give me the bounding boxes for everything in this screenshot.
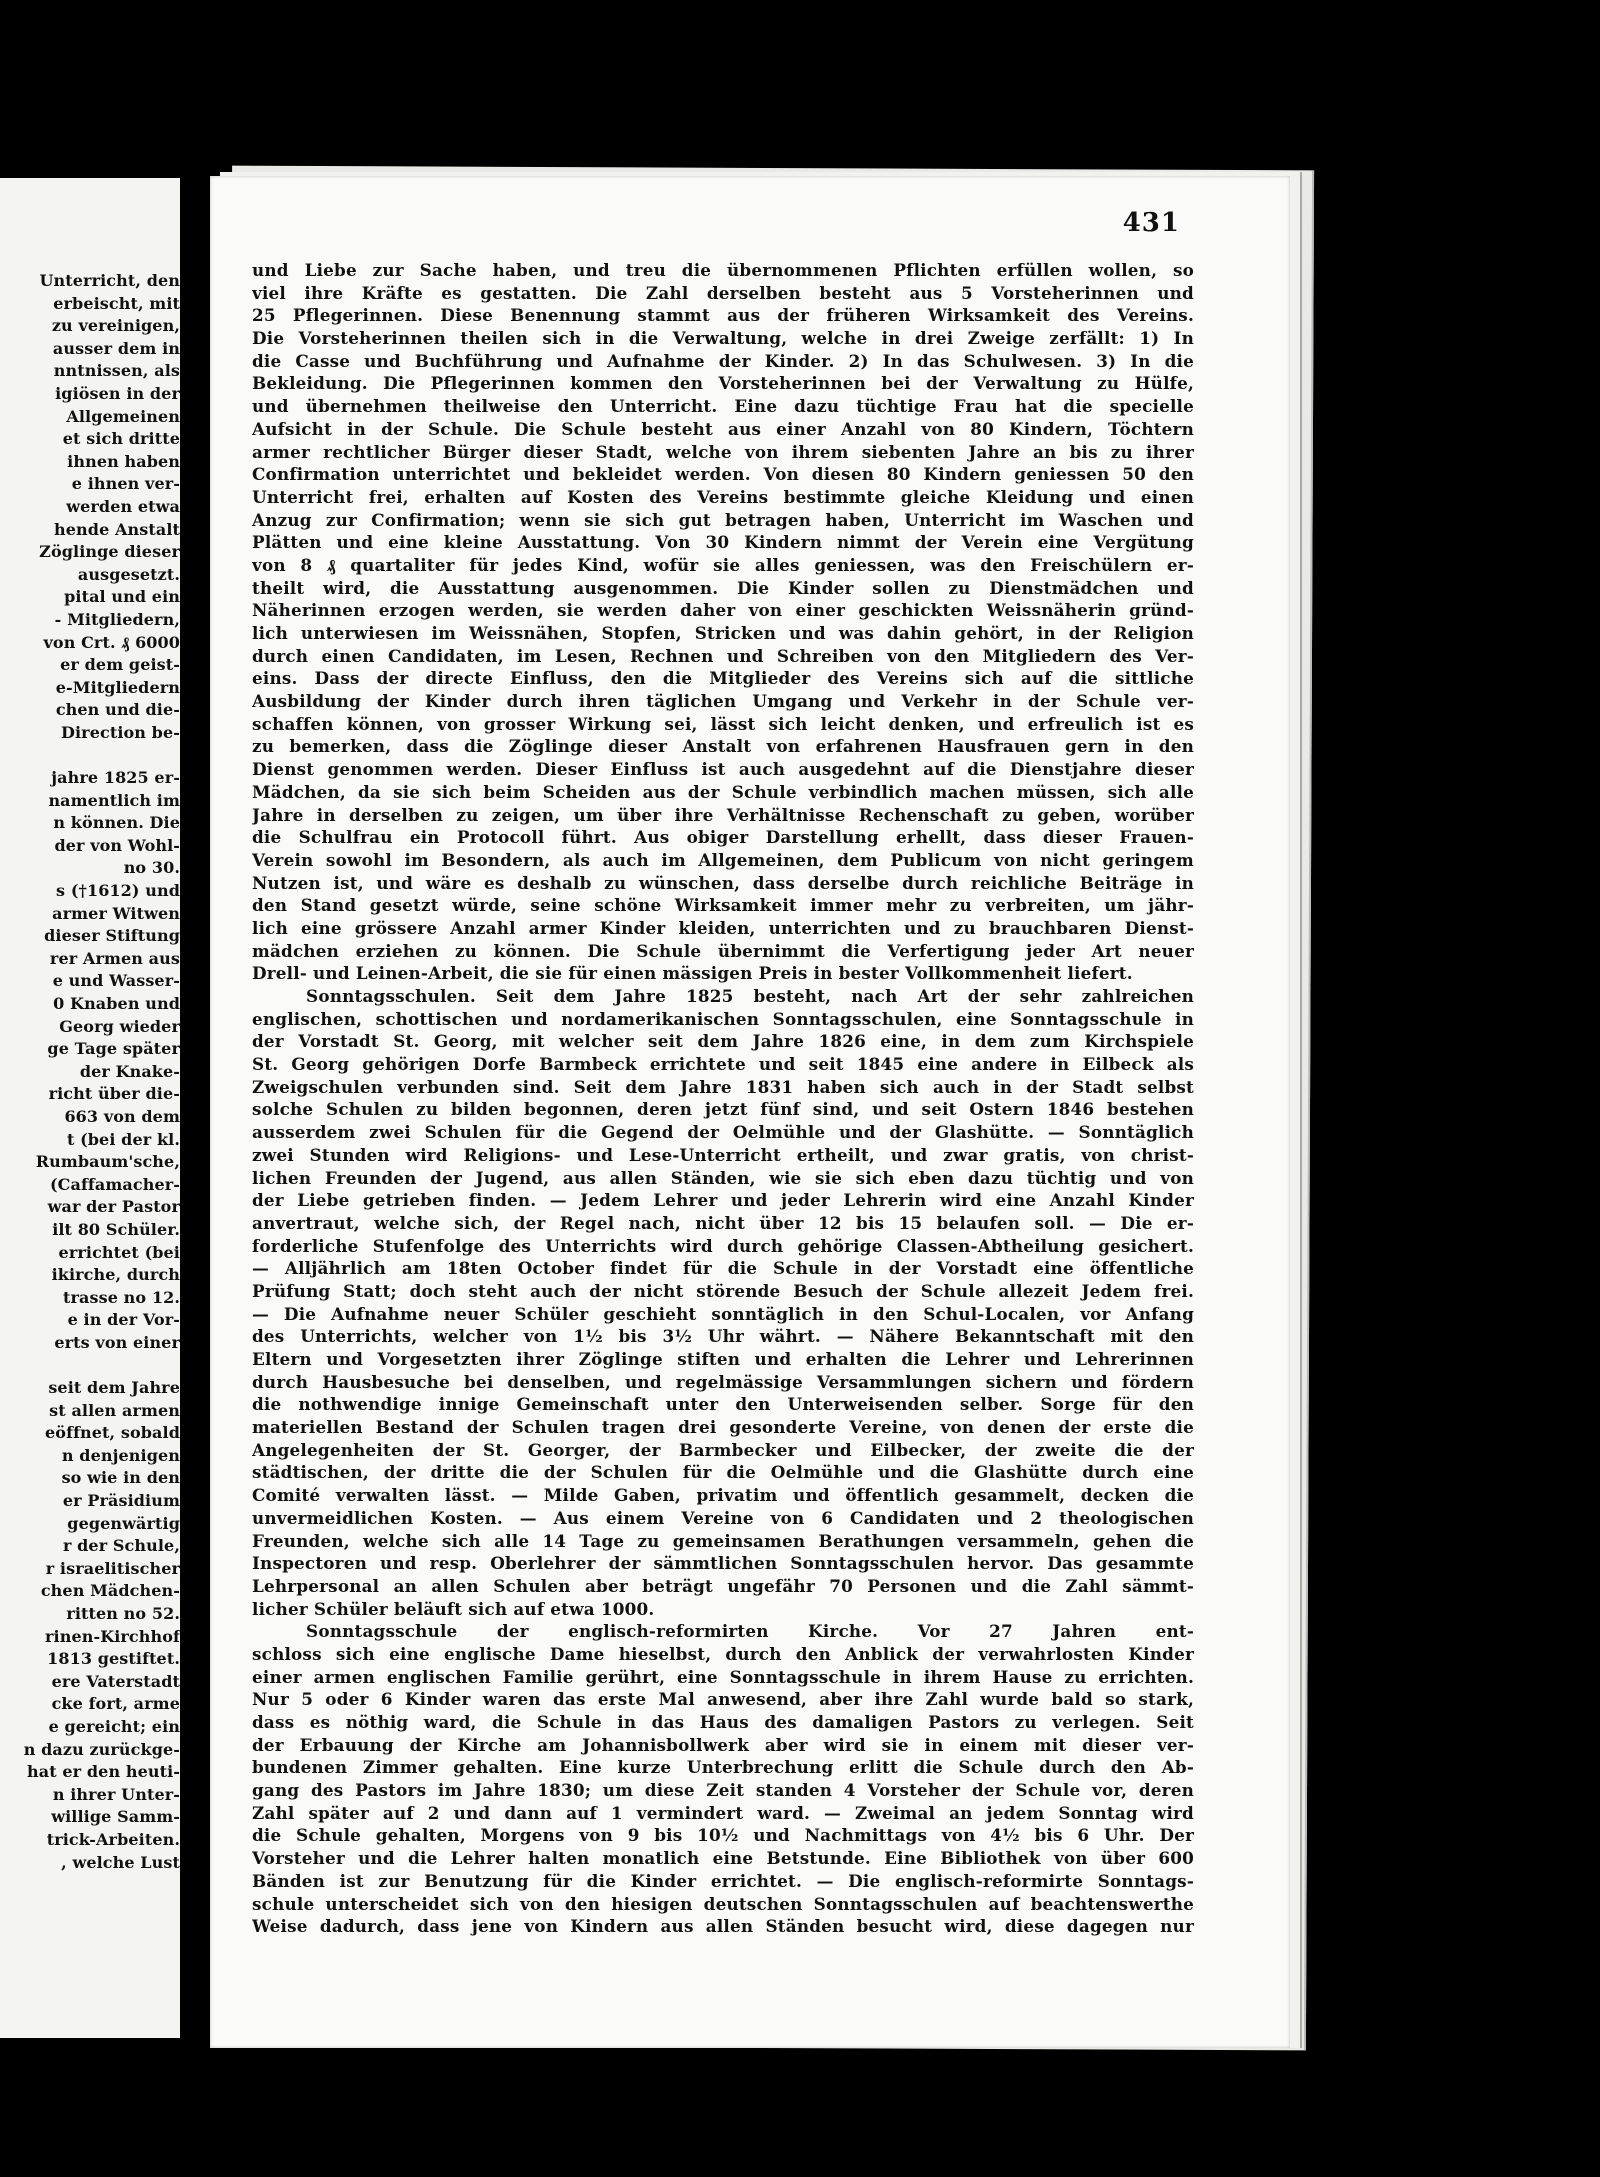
facing-page-line: e und Wasser- xyxy=(52,971,180,991)
text-line: Nutzen ist, und wäre es deshalb zu wünschen, dass derselbe durch reichliche Beiträge in xyxy=(252,872,1194,893)
facing-page-line: ausser dem in xyxy=(52,338,180,358)
facing-page-line: erts von einer xyxy=(54,1332,180,1352)
text-line: und übernehmen theilweise den Unterricht. Eine dazu tüchtige Frau hat die specielle xyxy=(252,396,1194,417)
text-line: einer armen englischen Familie gerührt, eine Sonntagsschule in ihrem Hause zu errichten. xyxy=(252,1666,1194,1687)
text-line: Prüfung Statt; doch steht auch der nicht störende Besuch der Schule allezeit Jedem frei. xyxy=(252,1280,1194,1301)
text-line: der Erbauung der Kirche am Johannisbollwerk aber wird sie in einem mit dieser ver- xyxy=(252,1734,1194,1755)
text-line: des Unterrichts, welcher von 1½ bis 3½ Uhr währt. — Nähere Bekanntschaft mit den xyxy=(252,1326,1194,1347)
facing-page-line: Zöglinge dieser xyxy=(39,542,180,562)
facing-page-line: von Crt. ₰ 6000 xyxy=(43,632,180,652)
text-line: mädchen erziehen zu können. Die Schule übernimmt die Verfertigung jeder Art neuer xyxy=(252,940,1194,961)
facing-page-line: ilt 80 Schüler. xyxy=(52,1219,180,1239)
text-line: zu bemerken, dass die Zöglinge dieser Anstalt von erfahrenen Hausfrauen gern in den xyxy=(252,736,1194,757)
text-line: materiellen Bestand der Schulen tragen drei gesonderte Vereine, von denen der erste die xyxy=(252,1417,1194,1438)
text-line: Drell- und Leinen-Arbeit, die sie für einen mässigen Preis in bester Vollkommenheit liefert. xyxy=(252,963,1133,984)
facing-page-line: t (bei der kl. xyxy=(66,1129,180,1149)
text-line: der Liebe getrieben finden. — Jedem Lehrer und jeder Lehrerin wird eine Anzahl Kinder xyxy=(252,1190,1194,1211)
text-line: Anzug zur Confirmation; wenn sie sich gut betragen haben, Unterricht im Waschen und xyxy=(252,509,1194,530)
text-line: Angelegenheiten der St. Georger, der Barmbecker und Eilbecker, der zweite die der xyxy=(252,1439,1194,1460)
facing-page-line: erbeischt, mit xyxy=(53,293,180,313)
text-line: gang des Pastors im Jahre 1830; um diese Zeit standen 4 Vorsteher der Schule vor, deren xyxy=(252,1780,1194,1801)
facing-page-line: n dazu zurückge- xyxy=(23,1739,180,1759)
text-line: bundenen Zimmer gehalten. Eine kurze Unterbrechung erlitt die Schule durch den Ab- xyxy=(252,1757,1194,1778)
facing-page-line: 1813 gestiftet. xyxy=(47,1649,180,1669)
text-line: schloss sich eine englische Dame hieselbst, durch den Anblick der verwahrlosten Kinder xyxy=(252,1643,1194,1664)
text-line: Comité verwalten lässt. — Milde Gaben, privatim und öffentlich gesammelt, decken die xyxy=(252,1485,1194,1506)
facing-page-line: cke fort, arme xyxy=(51,1694,180,1714)
facing-page-line: Georg wieder xyxy=(59,1016,180,1036)
facing-page-line: war der Pastor xyxy=(47,1197,180,1217)
text-line: St. Georg gehörigen Dorfe Barmbeck errichtete und seit 1845 eine andere in Eilbeck als xyxy=(252,1054,1194,1075)
facing-page-line: werden etwa xyxy=(66,496,180,516)
facing-page-line: chen und die- xyxy=(55,700,180,720)
facing-page-line: ihnen haben xyxy=(67,451,180,471)
text-line: ausserdem zwei Schulen für die Gegend der Oelmühle und der Glashütte. — Sonntäglich xyxy=(252,1122,1194,1143)
text-line: lich eine grössere Anzahl armer Kinder kleiden, unterrichten und zu brauchbaren Dienst- xyxy=(252,917,1194,938)
facing-page-text xyxy=(4,270,180,1874)
text-line: Jahre in derselben zu zeigen, um über ihre Verhältnisse Rechenschaft zu geben, worüber xyxy=(252,804,1194,825)
facing-page-line: dieser Stiftung xyxy=(44,926,180,946)
text-line: Verein sowohl im Besondern, als auch im Allgemeinen, dem Publicum von nicht geringem xyxy=(252,849,1194,870)
text-line: licher Schüler beläuft sich auf etwa 1000. xyxy=(252,1598,655,1619)
facing-page-line: er Präsidium xyxy=(62,1491,180,1511)
text-line: durch einen Candidaten, im Lesen, Rechnen und Schreiben von den Mitgliedern des Ver- xyxy=(252,645,1194,666)
text-line: Inspectoren und resp. Oberlehrer der sämmtlichen Sonntagsschulen hervor. Das gesammte xyxy=(252,1553,1194,1574)
text-line: städtischen, der dritte die der Schulen für die Oelmühle und die Glashütte durch eine xyxy=(252,1462,1194,1483)
facing-page-line: no 30. xyxy=(123,858,180,878)
page-number: 431 xyxy=(1122,208,1180,238)
text-line: Vorsteher und die Lehrer halten monatlich eine Betstunde. Eine Bibliothek von über 600 xyxy=(252,1848,1194,1869)
text-line: Bekleidung. Die Pflegerinnen kommen den Vorsteherinnen bei der Verwaltung zu Hülfe, xyxy=(252,373,1194,394)
text-line: Die Vorsteherinnen theilen sich in die Verwaltung, welche in drei Zweige zerfällt: 1) In xyxy=(252,328,1194,349)
facing-page-line: - Mitgliedern, xyxy=(54,609,180,629)
text-line: und Liebe zur Sache haben, und treu die übernommenen Pflichten erfüllen wollen, so xyxy=(252,260,1194,280)
facing-page-line xyxy=(4,1355,180,1378)
facing-page-line: eöffnet, sobald xyxy=(45,1423,180,1443)
text-line: englischen, schottischen und nordamerikanischen Sonntagsschulen, eine Sonntagsschule in xyxy=(252,1008,1194,1029)
facing-page-line: chen Mädchen- xyxy=(40,1581,180,1601)
text-line: unvermeidlichen Kosten. — Aus einem Vereine von 6 Candidaten und 2 theologischen xyxy=(252,1507,1194,1528)
facing-page-line: ikirche, durch xyxy=(51,1265,180,1285)
text-line: eins. Dass der directe Einfluss, den die Mitglieder des Vereins sich auf die sittliche xyxy=(252,668,1194,689)
facing-page-line: ritten no 52. xyxy=(66,1604,180,1624)
text-line: lichen Freunden der Jugend, aus allen Ständen, wie sie sich eben dazu tüchtig und von xyxy=(252,1167,1194,1188)
text-line: Dienst genommen werden. Dieser Einfluss ist auch ausgedehnt auf die Dienstjahre dieser xyxy=(252,759,1194,780)
text-line: Zahl später auf 2 und dann auf 1 vermindert ward. — Zweimal an jedem Sonntag wird xyxy=(252,1802,1194,1823)
facing-page-left xyxy=(0,178,180,2038)
facing-page-line: seit dem Jahre xyxy=(48,1378,180,1398)
facing-page-line: hende Anstalt xyxy=(54,519,180,539)
facing-page-line: n denjenigen xyxy=(61,1445,180,1465)
facing-page-line: trasse no 12. xyxy=(63,1287,180,1307)
facing-page-line: n ihrer Unter- xyxy=(52,1784,180,1804)
facing-page-line: zu vereinigen, xyxy=(51,316,180,336)
text-line: viel ihre Kräfte es gestatten. Die Zahl derselben besteht aus 5 Vorsteherinnen und xyxy=(252,282,1194,303)
text-line: schaffen können, von grosser Wirkung sei, lässt sich leicht denken, und erfreulich ist es xyxy=(252,713,1194,734)
text-line: — Alljährlich am 18ten October findet für die Schule in der Vorstadt eine öffentliche xyxy=(252,1258,1194,1279)
text-line: anvertraut, welche sich, der Regel nach, nicht über 12 bis 15 belaufen soll. — Die er- xyxy=(252,1212,1194,1233)
text-line: die Schule gehalten, Morgens von 9 bis 10½ und Nachmittags von 4½ bis 6 Uhr. Der xyxy=(252,1825,1194,1846)
text-line: Eltern und Vorgesetzten ihrer Zöglinge stiften und erhalten die Lehrer und Lehrerinnen xyxy=(252,1349,1194,1369)
text-line: Lehrpersonal an allen Schulen aber beträgt ungefähr 70 Personen und die Zahl sämmt- xyxy=(252,1575,1194,1596)
text-line: schule unterscheidet sich von den hiesigen deutschen Sonntagsschulen auf beachtenswerthe xyxy=(252,1893,1194,1914)
facing-page-line: richt über die- xyxy=(48,1084,180,1104)
text-line: dass es nöthig ward, die Schule in das Haus des damaligen Pastors zu verlegen. Seit xyxy=(252,1712,1194,1732)
text-line: Nur 5 oder 6 Kinder waren das erste Mal anwesend, aber ihre Zahl wurde bald so stark, xyxy=(252,1689,1194,1710)
facing-page-line: hat er den heuti- xyxy=(27,1762,180,1782)
facing-page-line: pital und ein xyxy=(64,587,180,607)
facing-page-line: er dem geist- xyxy=(60,655,180,675)
facing-page-line: Rumbaum'sche, xyxy=(35,1152,180,1172)
text-line: Unterricht frei, erhalten auf Kosten des Vereins bestimmte gleiche Kleidung und einen xyxy=(252,486,1194,507)
facing-page-line: igiösen in der xyxy=(55,383,180,403)
text-line: 25 Pflegerinnen. Diese Benennung stammt aus der früheren Wirksamkeit des Vereins. xyxy=(252,305,1194,326)
text-line: Bänden ist zur Benutzung für die Kinder errichtet. — Die englisch-reformirte Sonntags- xyxy=(252,1870,1194,1891)
text-line: die nothwendige innige Gemeinschaft unter den Unterweisenden selber. Sorge für den xyxy=(252,1394,1194,1415)
facing-page-line: armer Witwen xyxy=(52,903,180,923)
facing-page-line: rer Armen aus xyxy=(49,948,180,968)
facing-page-line: e in der Vor- xyxy=(67,1310,180,1330)
facing-page-line: st allen armen xyxy=(49,1400,180,1420)
facing-page-line: Allgemeinen xyxy=(66,406,180,426)
book-gutter xyxy=(180,170,210,2050)
text-line: Plätten und eine kleine Ausstattung. Von 30 Kindern nimmt der Verein eine Vergütung xyxy=(252,532,1194,553)
text-line: der Vorstadt St. Georg, mit welcher seit dem Jahre 1826 eine, in dem zum Kirchspiele xyxy=(252,1031,1194,1052)
facing-page-line: r der Schule, xyxy=(62,1536,180,1556)
facing-page-line: ere Vaterstadt xyxy=(51,1671,180,1691)
facing-page-line: , welche Lust xyxy=(61,1852,180,1872)
facing-page-line: e-Mitgliedern xyxy=(55,677,180,697)
facing-page-line: e gereicht; ein xyxy=(48,1717,180,1736)
text-line: Mädchen, da sie sich beim Scheiden aus der Schule verbindlich machen müssen, sich alle xyxy=(252,781,1194,802)
facing-page-line: et sich dritte xyxy=(62,429,180,449)
facing-page-line: n können. Die xyxy=(53,813,180,833)
text-line: den Stand gesetzt würde, seine schöne Wirksamkeit immer mehr zu verbreiten, um jähr- xyxy=(252,895,1194,916)
facing-page-line: jahre 1825 er- xyxy=(51,768,180,788)
text-line: von 8 ₰ quartaliter für jedes Kind, wofür sie alles geniessen, was den Freischülern er- xyxy=(252,554,1194,575)
facing-page-line: (Caffamacher- xyxy=(49,1174,180,1194)
text-line: forderliche Stufenfolge des Unterrichts wird durch gehörige Classen-Abtheilung gesichert. xyxy=(252,1235,1194,1256)
text-line: Confirmation unterrichtet und bekleidet werden. Von diesen 80 Kindern geniessen 50 den xyxy=(252,464,1194,485)
facing-page-line: der von Wohl- xyxy=(54,835,180,855)
facing-page-line: s (†1612) und xyxy=(56,881,180,901)
text-line: Weise dadurch, dass jene von Kindern aus allen Ständen besucht wird, diese dagegen nur xyxy=(252,1916,1194,1937)
facing-page-line: r israelitischer xyxy=(45,1558,180,1578)
facing-page-line: Unterricht, den xyxy=(39,271,180,290)
page-body-text xyxy=(252,259,1194,1938)
facing-page-line: so wie in den xyxy=(61,1468,180,1488)
text-line: Freunden, welche sich alle 14 Tage zu gemeinsamen Berathungen versammeln, gehen die xyxy=(252,1530,1194,1551)
text-line: Näherinnen erzogen werden, sie werden daher von einer geschickten Weissnäherin gründ- xyxy=(252,600,1194,621)
text-line: durch Hausbesuche bei denselben, und regelmässige Versammlungen sichern und fördern xyxy=(252,1371,1194,1392)
text-line: — Die Aufnahme neuer Schüler geschieht sonntäglich in den Schul-Localen, vor Anfang xyxy=(252,1303,1194,1324)
text-line: Ausbildung der Kinder durch ihren täglichen Umgang und Verkehr in der Schule ver- xyxy=(252,691,1194,712)
facing-page-line: trick-Arbeiten. xyxy=(46,1829,180,1849)
text-line: theilt wird, die Ausstattung ausgenommen. Die Kinder sollen zu Dienstmädchen und xyxy=(252,577,1194,598)
facing-page-line: errichtet (bei xyxy=(58,1242,180,1262)
book-page xyxy=(210,176,1290,2048)
facing-page-line: 0 Knaben und xyxy=(53,994,180,1013)
text-line: die Schulfrau ein Protocoll führt. Aus obiger Darstellung erhellt, dass dieser Frauen- xyxy=(252,827,1194,848)
facing-page-line: rinen-Kirchhof xyxy=(45,1626,180,1646)
facing-page-line: 663 von dem xyxy=(64,1106,180,1126)
facing-page-line: ausgesetzt. xyxy=(77,564,180,584)
facing-page-line: der Knake- xyxy=(79,1061,180,1081)
facing-page-line: gegenwärtig xyxy=(67,1513,180,1533)
facing-page-line: nntnissen, als xyxy=(53,361,180,381)
text-line: armer rechtlicher Bürger dieser Stadt, welche von ihrem siebenten Jahre an bis zu ihrer xyxy=(252,441,1194,462)
text-line: lich unterwiesen im Weissnähen, Stopfen, Stricken und was dahin gehört, in der Religion xyxy=(252,623,1194,643)
text-line: die Casse und Buchführung und Aufnahme der Kinder. 2) In das Schulwesen. 3) In die xyxy=(252,350,1194,371)
facing-page-line: Direction be- xyxy=(61,722,180,742)
facing-page-line: e ihnen ver- xyxy=(71,474,180,494)
facing-page-line: willige Samm- xyxy=(51,1807,180,1827)
text-line: zwei Stunden wird Religions- und Lese-Unterricht ertheilt, und zwar gratis, von christ- xyxy=(252,1144,1194,1165)
facing-page-line: ge Tage später xyxy=(47,1039,180,1059)
text-line: Aufsicht in der Schule. Die Schule besteht aus einer Anzahl von 80 Kindern, Töchtern xyxy=(252,418,1194,439)
facing-page-line: namentlich im xyxy=(48,790,180,810)
facing-page-line xyxy=(4,744,180,767)
text-line: solche Schulen zu bilden begonnen, deren jetzt fünf sind, und seit Ostern 1846 bestehen xyxy=(252,1099,1194,1120)
text-line: Zweigschulen verbunden sind. Seit dem Jahre 1831 haben sich auch in der Stadt selbst xyxy=(252,1076,1194,1097)
text-line: Sonntagsschule der englisch-reformirten Kirche. Vor 27 Jahren ent- xyxy=(306,1621,1194,1642)
text-line: Sonntagsschulen. Seit dem Jahre 1825 besteht, nach Art der sehr zahlreichen xyxy=(306,986,1194,1006)
